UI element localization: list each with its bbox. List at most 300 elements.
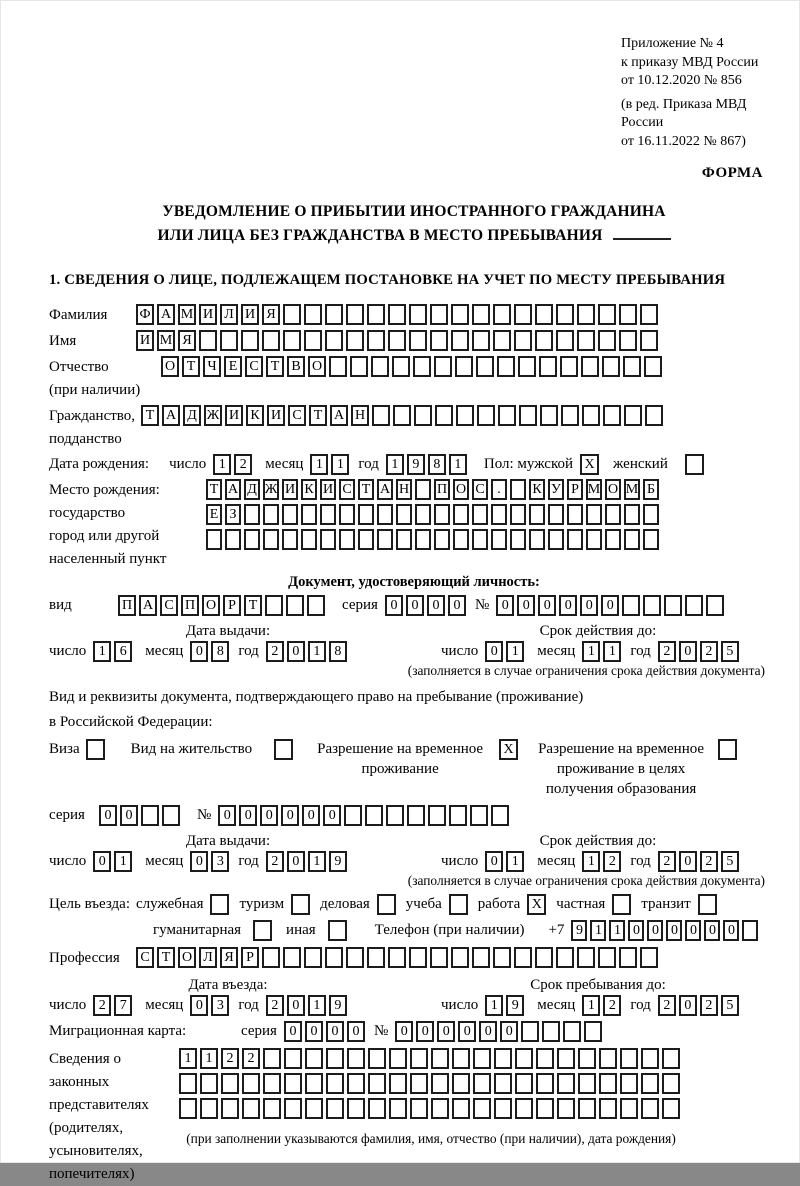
form-cell[interactable]: П bbox=[181, 595, 199, 616]
form-cell[interactable] bbox=[371, 356, 389, 377]
form-cell[interactable] bbox=[619, 304, 637, 325]
form-cell[interactable]: 1 bbox=[179, 1048, 197, 1069]
form-cell[interactable] bbox=[263, 1048, 281, 1069]
form-cell[interactable]: 0 bbox=[601, 595, 619, 616]
form-cell[interactable] bbox=[367, 304, 385, 325]
form-cell[interactable]: Д bbox=[244, 479, 260, 500]
form-cell[interactable]: Е bbox=[206, 504, 222, 525]
form-cell[interactable]: 3 bbox=[211, 851, 229, 872]
purpose-work-checkbox[interactable]: X bbox=[527, 894, 546, 915]
form-cell[interactable] bbox=[284, 1073, 302, 1094]
form-cell[interactable] bbox=[434, 504, 450, 525]
form-cell[interactable] bbox=[472, 304, 490, 325]
form-cell[interactable] bbox=[305, 1073, 323, 1094]
form-cell[interactable] bbox=[407, 805, 425, 826]
form-cell[interactable] bbox=[557, 1048, 575, 1069]
form-cell[interactable]: И bbox=[136, 330, 154, 351]
purpose-other-checkbox[interactable] bbox=[328, 920, 347, 941]
form-cell[interactable] bbox=[473, 1048, 491, 1069]
form-cell[interactable] bbox=[221, 1073, 239, 1094]
form-cell[interactable] bbox=[456, 405, 474, 426]
form-cell[interactable] bbox=[578, 1048, 596, 1069]
form-cell[interactable]: И bbox=[267, 405, 285, 426]
form-cell[interactable] bbox=[586, 529, 602, 550]
form-cell[interactable] bbox=[473, 1073, 491, 1094]
form-cell[interactable] bbox=[599, 1048, 617, 1069]
form-cell[interactable] bbox=[640, 304, 658, 325]
form-cell[interactable]: 2 bbox=[700, 641, 718, 662]
form-cell[interactable] bbox=[514, 304, 532, 325]
form-cell[interactable] bbox=[415, 479, 431, 500]
form-cell[interactable] bbox=[605, 504, 621, 525]
form-cell[interactable] bbox=[358, 504, 374, 525]
form-cell[interactable] bbox=[301, 529, 317, 550]
form-cell[interactable] bbox=[413, 356, 431, 377]
form-cell[interactable]: 1 bbox=[308, 851, 326, 872]
form-cell[interactable]: 2 bbox=[603, 995, 621, 1016]
form-cell[interactable] bbox=[493, 330, 511, 351]
form-cell[interactable]: П bbox=[118, 595, 136, 616]
form-cell[interactable] bbox=[393, 405, 411, 426]
form-cell[interactable] bbox=[577, 947, 595, 968]
form-cell[interactable] bbox=[536, 1073, 554, 1094]
form-cell[interactable] bbox=[396, 529, 412, 550]
form-cell[interactable]: М bbox=[157, 330, 175, 351]
form-cell[interactable]: З bbox=[225, 504, 241, 525]
form-cell[interactable] bbox=[556, 947, 574, 968]
form-cell[interactable] bbox=[452, 1048, 470, 1069]
form-cell[interactable] bbox=[518, 356, 536, 377]
form-cell[interactable] bbox=[347, 1098, 365, 1119]
form-cell[interactable] bbox=[685, 595, 703, 616]
form-cell[interactable] bbox=[491, 504, 507, 525]
form-cell[interactable]: И bbox=[241, 304, 259, 325]
form-cell[interactable] bbox=[599, 1098, 617, 1119]
form-cell[interactable] bbox=[472, 947, 490, 968]
form-cell[interactable] bbox=[529, 504, 545, 525]
form-cell[interactable] bbox=[386, 805, 404, 826]
form-cell[interactable]: 0 bbox=[326, 1021, 344, 1042]
form-cell[interactable] bbox=[368, 1073, 386, 1094]
form-cell[interactable] bbox=[510, 529, 526, 550]
form-cell[interactable] bbox=[326, 1048, 344, 1069]
form-cell[interactable]: 0 bbox=[99, 805, 117, 826]
form-cell[interactable] bbox=[494, 1073, 512, 1094]
form-cell[interactable] bbox=[452, 1073, 470, 1094]
form-cell[interactable] bbox=[326, 1073, 344, 1094]
form-cell[interactable]: И bbox=[320, 479, 336, 500]
form-cell[interactable] bbox=[396, 504, 412, 525]
form-cell[interactable] bbox=[244, 529, 260, 550]
purpose-humanitarian-checkbox[interactable] bbox=[253, 920, 272, 941]
form-cell[interactable]: 0 bbox=[500, 1021, 518, 1042]
form-cell[interactable]: 0 bbox=[287, 641, 305, 662]
form-cell[interactable] bbox=[414, 405, 432, 426]
form-cell[interactable] bbox=[265, 595, 283, 616]
form-cell[interactable] bbox=[556, 330, 574, 351]
form-cell[interactable]: 0 bbox=[190, 641, 208, 662]
residence-permit-checkbox[interactable] bbox=[274, 739, 293, 760]
form-cell[interactable]: 7 bbox=[114, 995, 132, 1016]
form-cell[interactable] bbox=[415, 529, 431, 550]
form-cell[interactable] bbox=[641, 1048, 659, 1069]
form-cell[interactable] bbox=[263, 1098, 281, 1119]
form-cell[interactable] bbox=[539, 356, 557, 377]
form-cell[interactable] bbox=[367, 330, 385, 351]
form-cell[interactable] bbox=[640, 947, 658, 968]
form-cell[interactable]: 2 bbox=[658, 995, 676, 1016]
form-cell[interactable]: 2 bbox=[700, 995, 718, 1016]
form-cell[interactable] bbox=[515, 1098, 533, 1119]
form-cell[interactable] bbox=[578, 1073, 596, 1094]
form-cell[interactable] bbox=[640, 330, 658, 351]
form-cell[interactable] bbox=[451, 947, 469, 968]
form-cell[interactable] bbox=[431, 1048, 449, 1069]
form-cell[interactable]: 1 bbox=[582, 851, 600, 872]
form-cell[interactable] bbox=[430, 304, 448, 325]
form-cell[interactable] bbox=[339, 529, 355, 550]
form-cell[interactable] bbox=[410, 1098, 428, 1119]
form-cell[interactable] bbox=[453, 504, 469, 525]
form-cell[interactable]: О bbox=[202, 595, 220, 616]
form-cell[interactable]: 5 bbox=[721, 641, 739, 662]
form-cell[interactable] bbox=[598, 330, 616, 351]
form-cell[interactable]: 2 bbox=[266, 851, 284, 872]
form-cell[interactable]: 0 bbox=[679, 995, 697, 1016]
form-cell[interactable]: 0 bbox=[580, 595, 598, 616]
form-cell[interactable]: 1 bbox=[506, 851, 524, 872]
form-cell[interactable] bbox=[473, 1098, 491, 1119]
form-cell[interactable] bbox=[242, 1098, 260, 1119]
form-cell[interactable] bbox=[389, 1048, 407, 1069]
form-cell[interactable]: Л bbox=[199, 947, 217, 968]
form-cell[interactable] bbox=[282, 529, 298, 550]
purpose-business-checkbox[interactable] bbox=[377, 894, 396, 915]
form-cell[interactable]: Б bbox=[643, 479, 659, 500]
form-cell[interactable] bbox=[578, 1098, 596, 1119]
form-cell[interactable]: А bbox=[330, 405, 348, 426]
form-cell[interactable] bbox=[262, 947, 280, 968]
form-cell[interactable]: Л bbox=[220, 304, 238, 325]
form-cell[interactable] bbox=[577, 330, 595, 351]
form-cell[interactable] bbox=[491, 805, 509, 826]
form-cell[interactable] bbox=[477, 405, 495, 426]
form-cell[interactable] bbox=[283, 330, 301, 351]
form-cell[interactable] bbox=[225, 529, 241, 550]
form-cell[interactable]: 0 bbox=[479, 1021, 497, 1042]
form-cell[interactable]: О bbox=[605, 479, 621, 500]
form-cell[interactable]: 8 bbox=[211, 641, 229, 662]
form-cell[interactable] bbox=[284, 1048, 302, 1069]
form-cell[interactable] bbox=[493, 947, 511, 968]
form-cell[interactable] bbox=[263, 504, 279, 525]
form-cell[interactable]: 1 bbox=[200, 1048, 218, 1069]
form-cell[interactable]: 9 bbox=[506, 995, 524, 1016]
form-cell[interactable] bbox=[622, 595, 640, 616]
form-cell[interactable]: 9 bbox=[329, 851, 347, 872]
form-cell[interactable]: 0 bbox=[679, 641, 697, 662]
form-cell[interactable]: 0 bbox=[559, 595, 577, 616]
form-cell[interactable]: 0 bbox=[93, 851, 111, 872]
form-cell[interactable]: 1 bbox=[582, 641, 600, 662]
form-cell[interactable]: Е bbox=[224, 356, 242, 377]
form-cell[interactable] bbox=[206, 529, 222, 550]
form-cell[interactable]: 2 bbox=[266, 995, 284, 1016]
form-cell[interactable] bbox=[358, 529, 374, 550]
form-cell[interactable]: 0 bbox=[679, 851, 697, 872]
form-cell[interactable]: 0 bbox=[427, 595, 445, 616]
form-cell[interactable] bbox=[643, 595, 661, 616]
form-cell[interactable] bbox=[325, 947, 343, 968]
form-cell[interactable] bbox=[598, 304, 616, 325]
form-cell[interactable] bbox=[491, 529, 507, 550]
form-cell[interactable]: 0 bbox=[260, 805, 278, 826]
form-cell[interactable]: Т bbox=[309, 405, 327, 426]
form-cell[interactable] bbox=[706, 595, 724, 616]
form-cell[interactable] bbox=[430, 947, 448, 968]
form-cell[interactable]: 0 bbox=[485, 641, 503, 662]
form-cell[interactable]: Т bbox=[182, 356, 200, 377]
form-cell[interactable]: А bbox=[157, 304, 175, 325]
form-cell[interactable]: 1 bbox=[590, 920, 606, 941]
form-cell[interactable] bbox=[263, 529, 279, 550]
form-cell[interactable]: Ф bbox=[136, 304, 154, 325]
form-cell[interactable]: Т bbox=[157, 947, 175, 968]
form-cell[interactable]: 1 bbox=[310, 454, 328, 475]
form-cell[interactable] bbox=[536, 1098, 554, 1119]
form-cell[interactable] bbox=[641, 1098, 659, 1119]
form-cell[interactable]: С bbox=[136, 947, 154, 968]
purpose-study-checkbox[interactable] bbox=[449, 894, 468, 915]
form-cell[interactable]: Р bbox=[567, 479, 583, 500]
form-cell[interactable] bbox=[557, 1073, 575, 1094]
form-cell[interactable] bbox=[199, 330, 217, 351]
form-cell[interactable]: О bbox=[178, 947, 196, 968]
form-cell[interactable]: 0 bbox=[437, 1021, 455, 1042]
form-cell[interactable] bbox=[599, 1073, 617, 1094]
form-cell[interactable] bbox=[470, 805, 488, 826]
form-cell[interactable] bbox=[347, 1073, 365, 1094]
form-cell[interactable]: 0 bbox=[281, 805, 299, 826]
form-cell[interactable] bbox=[430, 330, 448, 351]
form-cell[interactable] bbox=[415, 504, 431, 525]
form-cell[interactable] bbox=[535, 330, 553, 351]
form-cell[interactable]: 0 bbox=[458, 1021, 476, 1042]
temp-residence-checkbox[interactable]: X bbox=[499, 739, 518, 760]
form-cell[interactable] bbox=[453, 529, 469, 550]
form-cell[interactable] bbox=[451, 304, 469, 325]
form-cell[interactable]: У bbox=[548, 479, 564, 500]
form-cell[interactable] bbox=[567, 529, 583, 550]
form-cell[interactable] bbox=[428, 805, 446, 826]
form-cell[interactable] bbox=[431, 1073, 449, 1094]
form-cell[interactable] bbox=[262, 330, 280, 351]
form-cell[interactable]: Т bbox=[358, 479, 374, 500]
form-cell[interactable]: 0 bbox=[287, 995, 305, 1016]
form-cell[interactable] bbox=[141, 805, 159, 826]
form-cell[interactable]: 6 bbox=[114, 641, 132, 662]
form-cell[interactable]: 0 bbox=[538, 595, 556, 616]
form-cell[interactable]: 0 bbox=[239, 805, 257, 826]
form-cell[interactable] bbox=[162, 805, 180, 826]
form-cell[interactable] bbox=[320, 529, 336, 550]
form-cell[interactable]: 9 bbox=[329, 995, 347, 1016]
form-cell[interactable] bbox=[286, 595, 304, 616]
form-cell[interactable]: 0 bbox=[323, 805, 341, 826]
form-cell[interactable] bbox=[431, 1098, 449, 1119]
form-cell[interactable] bbox=[389, 1098, 407, 1119]
form-cell[interactable]: Н bbox=[396, 479, 412, 500]
form-cell[interactable] bbox=[325, 330, 343, 351]
form-cell[interactable] bbox=[567, 504, 583, 525]
form-cell[interactable] bbox=[498, 405, 516, 426]
form-cell[interactable] bbox=[529, 529, 545, 550]
form-cell[interactable] bbox=[301, 504, 317, 525]
form-cell[interactable] bbox=[619, 947, 637, 968]
form-cell[interactable] bbox=[320, 504, 336, 525]
form-cell[interactable]: П bbox=[434, 479, 450, 500]
form-cell[interactable]: 0 bbox=[628, 920, 644, 941]
form-cell[interactable] bbox=[624, 405, 642, 426]
form-cell[interactable] bbox=[282, 504, 298, 525]
form-cell[interactable]: 0 bbox=[647, 920, 663, 941]
form-cell[interactable]: Ж bbox=[204, 405, 222, 426]
form-cell[interactable] bbox=[494, 1048, 512, 1069]
form-cell[interactable] bbox=[561, 405, 579, 426]
form-cell[interactable] bbox=[329, 356, 347, 377]
form-cell[interactable] bbox=[620, 1048, 638, 1069]
form-cell[interactable] bbox=[305, 1098, 323, 1119]
form-cell[interactable] bbox=[372, 405, 390, 426]
form-cell[interactable]: С bbox=[288, 405, 306, 426]
form-cell[interactable]: 0 bbox=[448, 595, 466, 616]
form-cell[interactable]: И bbox=[225, 405, 243, 426]
sex-female-checkbox[interactable] bbox=[685, 454, 704, 475]
form-cell[interactable] bbox=[326, 1098, 344, 1119]
form-cell[interactable] bbox=[510, 479, 526, 500]
form-cell[interactable]: 1 bbox=[582, 995, 600, 1016]
form-cell[interactable]: К bbox=[301, 479, 317, 500]
form-cell[interactable] bbox=[344, 805, 362, 826]
form-cell[interactable] bbox=[284, 1098, 302, 1119]
form-cell[interactable] bbox=[605, 529, 621, 550]
form-cell[interactable] bbox=[515, 1073, 533, 1094]
form-cell[interactable] bbox=[542, 1021, 560, 1042]
form-cell[interactable] bbox=[200, 1073, 218, 1094]
form-cell[interactable]: 1 bbox=[93, 641, 111, 662]
form-cell[interactable]: 0 bbox=[347, 1021, 365, 1042]
form-cell[interactable]: 2 bbox=[242, 1048, 260, 1069]
form-cell[interactable] bbox=[472, 504, 488, 525]
form-cell[interactable] bbox=[644, 356, 662, 377]
form-cell[interactable]: Я bbox=[178, 330, 196, 351]
form-cell[interactable]: 0 bbox=[685, 920, 701, 941]
form-cell[interactable]: А bbox=[139, 595, 157, 616]
form-cell[interactable]: Д bbox=[183, 405, 201, 426]
form-cell[interactable]: 1 bbox=[506, 641, 524, 662]
form-cell[interactable] bbox=[392, 356, 410, 377]
form-cell[interactable] bbox=[377, 529, 393, 550]
form-cell[interactable]: 3 bbox=[211, 995, 229, 1016]
form-cell[interactable]: И bbox=[282, 479, 298, 500]
form-cell[interactable] bbox=[664, 595, 682, 616]
form-cell[interactable] bbox=[519, 405, 537, 426]
form-cell[interactable] bbox=[389, 1073, 407, 1094]
form-cell[interactable] bbox=[494, 1098, 512, 1119]
form-cell[interactable]: О bbox=[453, 479, 469, 500]
form-cell[interactable] bbox=[514, 947, 532, 968]
form-cell[interactable] bbox=[388, 304, 406, 325]
form-cell[interactable]: Я bbox=[262, 304, 280, 325]
form-cell[interactable] bbox=[548, 529, 564, 550]
form-cell[interactable] bbox=[283, 947, 301, 968]
form-cell[interactable] bbox=[584, 1021, 602, 1042]
form-cell[interactable]: И bbox=[199, 304, 217, 325]
form-cell[interactable]: 1 bbox=[485, 995, 503, 1016]
form-cell[interactable]: 2 bbox=[658, 851, 676, 872]
form-cell[interactable] bbox=[641, 1073, 659, 1094]
form-cell[interactable]: . bbox=[491, 479, 507, 500]
form-cell[interactable] bbox=[346, 304, 364, 325]
form-cell[interactable]: 2 bbox=[234, 454, 252, 475]
form-cell[interactable]: 0 bbox=[517, 595, 535, 616]
form-cell[interactable] bbox=[220, 330, 238, 351]
form-cell[interactable] bbox=[388, 330, 406, 351]
form-cell[interactable]: 9 bbox=[571, 920, 587, 941]
form-cell[interactable] bbox=[557, 1098, 575, 1119]
form-cell[interactable]: 2 bbox=[266, 641, 284, 662]
form-cell[interactable] bbox=[368, 1048, 386, 1069]
form-cell[interactable]: К bbox=[246, 405, 264, 426]
form-cell[interactable]: 0 bbox=[666, 920, 682, 941]
form-cell[interactable] bbox=[624, 504, 640, 525]
form-cell[interactable] bbox=[645, 405, 663, 426]
form-cell[interactable]: С bbox=[472, 479, 488, 500]
form-cell[interactable] bbox=[409, 330, 427, 351]
form-cell[interactable]: 2 bbox=[221, 1048, 239, 1069]
form-cell[interactable] bbox=[452, 1098, 470, 1119]
form-cell[interactable]: К bbox=[529, 479, 545, 500]
form-cell[interactable] bbox=[581, 356, 599, 377]
form-cell[interactable] bbox=[283, 304, 301, 325]
form-cell[interactable]: 0 bbox=[416, 1021, 434, 1042]
form-cell[interactable]: 0 bbox=[723, 920, 739, 941]
purpose-official-checkbox[interactable] bbox=[210, 894, 229, 915]
form-cell[interactable]: 1 bbox=[308, 995, 326, 1016]
form-cell[interactable]: 0 bbox=[305, 1021, 323, 1042]
form-cell[interactable] bbox=[510, 504, 526, 525]
form-cell[interactable]: 0 bbox=[496, 595, 514, 616]
form-cell[interactable]: 0 bbox=[190, 995, 208, 1016]
form-cell[interactable] bbox=[577, 304, 595, 325]
form-cell[interactable] bbox=[377, 504, 393, 525]
form-cell[interactable] bbox=[620, 1073, 638, 1094]
form-cell[interactable] bbox=[307, 595, 325, 616]
form-cell[interactable] bbox=[409, 947, 427, 968]
form-cell[interactable]: 0 bbox=[395, 1021, 413, 1042]
form-cell[interactable]: 0 bbox=[485, 851, 503, 872]
form-cell[interactable] bbox=[242, 1073, 260, 1094]
purpose-private-checkbox[interactable] bbox=[612, 894, 631, 915]
form-cell[interactable]: О bbox=[161, 356, 179, 377]
form-cell[interactable] bbox=[535, 947, 553, 968]
form-cell[interactable] bbox=[521, 1021, 539, 1042]
form-cell[interactable]: 1 bbox=[331, 454, 349, 475]
form-cell[interactable] bbox=[602, 356, 620, 377]
form-cell[interactable] bbox=[410, 1073, 428, 1094]
visa-checkbox[interactable] bbox=[86, 739, 105, 760]
form-cell[interactable]: 0 bbox=[218, 805, 236, 826]
